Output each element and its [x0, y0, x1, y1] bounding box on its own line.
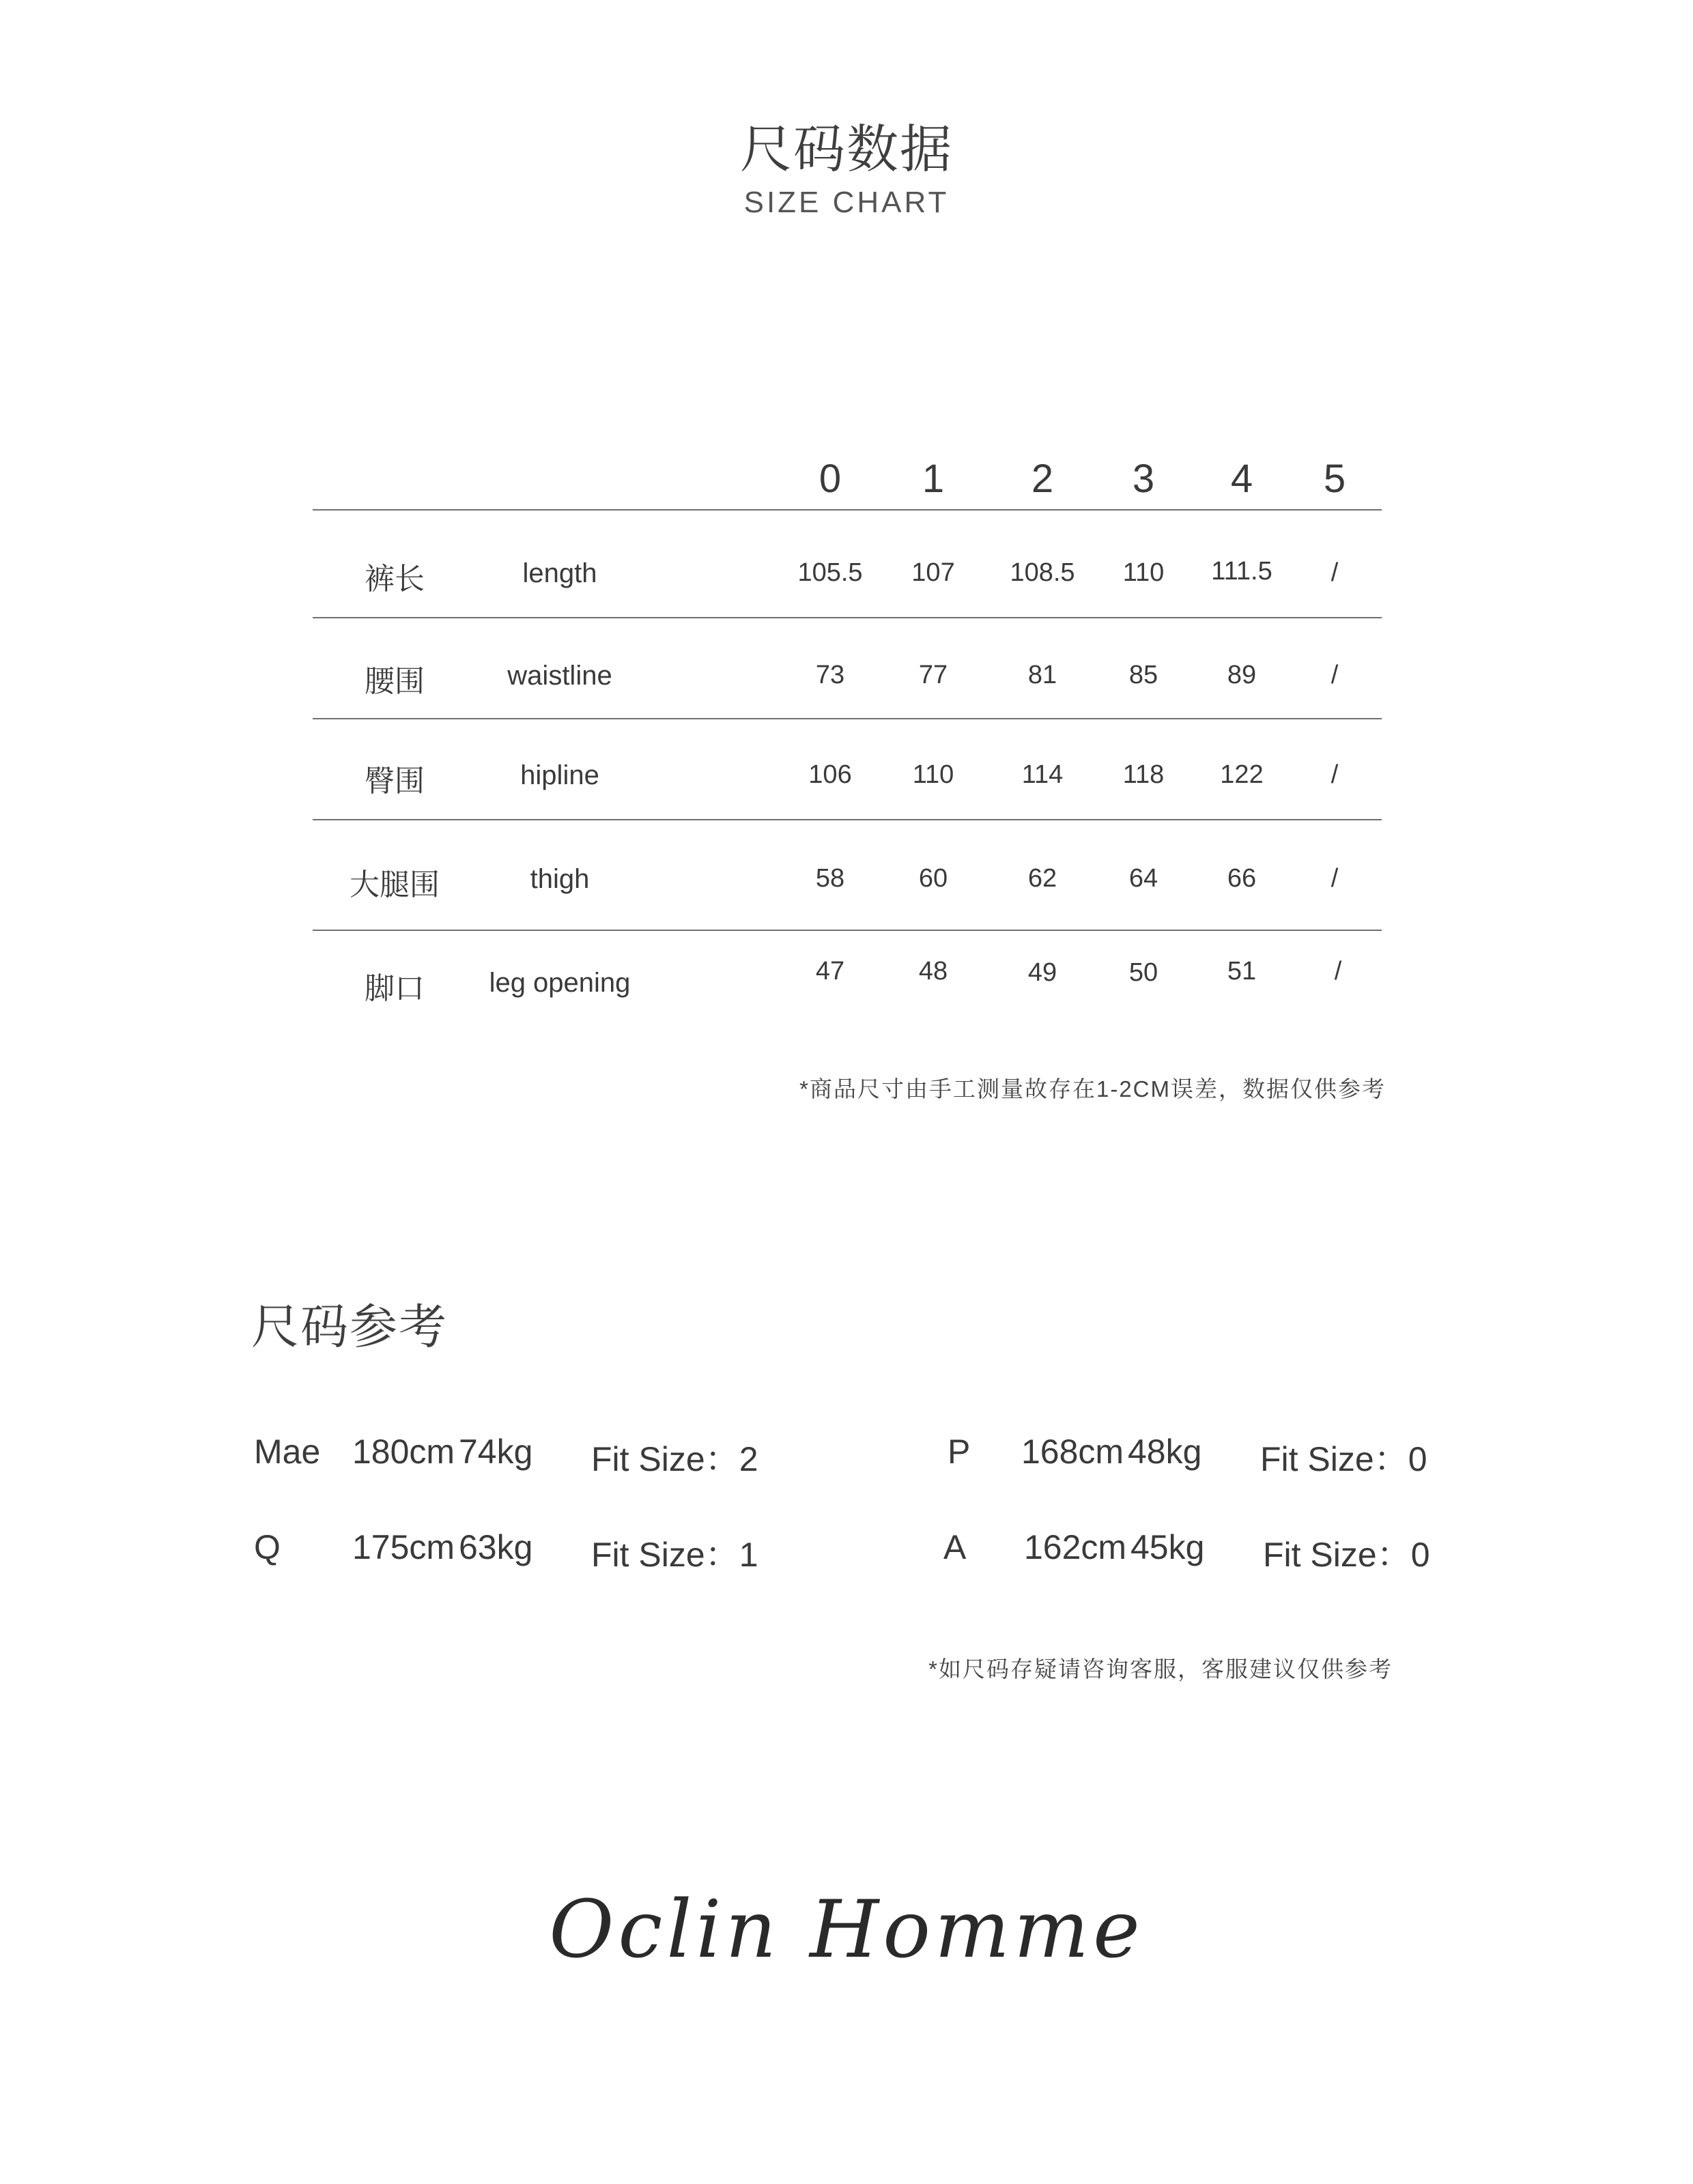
size-column-header: 1 [922, 457, 945, 501]
service-disclaimer: *如尺码存疑请咨询客服，客服建议仅供参考 [928, 1656, 1393, 1682]
table-cell: 60 [918, 864, 948, 893]
section-title: 尺码参考 [251, 1300, 448, 1353]
model-fit-size: Fit Size：1 [591, 1536, 758, 1574]
model-name: P [948, 1433, 971, 1471]
row-label-en: leg opening [489, 968, 631, 998]
table-cell: 85 [1128, 661, 1158, 689]
size-column-header: 3 [1132, 457, 1155, 501]
page-title: 尺码数据 [740, 121, 953, 179]
row-label-en: waistline [507, 661, 612, 691]
table-cell: 50 [1128, 958, 1158, 987]
row-label-en: hipline [520, 760, 599, 790]
row-label-cn: 臀围 [365, 764, 425, 798]
table-cell: 114 [1021, 760, 1064, 789]
table-cell: 108.5 [1010, 558, 1075, 587]
model-weight: 45kg [1130, 1528, 1205, 1566]
table-cell: 106 [808, 760, 852, 789]
table-cell: / [1331, 864, 1339, 893]
table-cell: 107 [911, 558, 955, 587]
model-name: Q [254, 1528, 281, 1566]
model-fit-size: Fit Size：2 [591, 1440, 758, 1478]
model-weight: 74kg [459, 1433, 533, 1471]
size-column-header: 4 [1230, 457, 1253, 501]
table-cell: 66 [1227, 864, 1257, 893]
table-cell: 77 [918, 661, 948, 689]
table-divider [313, 718, 1382, 719]
table-cell: 58 [815, 864, 845, 893]
table-cell: 47 [815, 957, 845, 986]
table-divider [313, 930, 1382, 931]
model-height: 168cm [1021, 1433, 1124, 1471]
table-cell: / [1331, 661, 1339, 689]
model-weight: 63kg [459, 1528, 533, 1566]
table-cell: 51 [1227, 957, 1257, 986]
row-label-cn: 大腿围 [350, 868, 440, 902]
table-cell: 118 [1122, 760, 1165, 789]
model-height: 162cm [1024, 1528, 1127, 1566]
table-divider [313, 617, 1382, 618]
model-fit-size: Fit Size：0 [1260, 1440, 1427, 1478]
model-height: 175cm [352, 1528, 455, 1566]
size-column-header: 0 [819, 457, 842, 501]
table-cell: / [1334, 957, 1342, 986]
row-label-cn: 脚口 [365, 972, 425, 1005]
size-column-header: 5 [1323, 457, 1346, 501]
table-cell: 110 [912, 760, 954, 789]
table-cell: 48 [918, 957, 948, 986]
model-name: Mae [254, 1433, 321, 1471]
table-cell: 81 [1027, 661, 1057, 689]
row-label-cn: 腰围 [365, 665, 425, 698]
measurement-disclaimer: *商品尺寸由手工测量故存在1-2CM误差，数据仅供参考 [799, 1076, 1386, 1102]
table-cell: / [1331, 760, 1339, 789]
table-cell: 89 [1227, 661, 1257, 689]
model-fit-size: Fit Size：0 [1263, 1536, 1430, 1574]
row-label-cn: 裤长 [365, 562, 425, 596]
row-label-en: thigh [530, 864, 590, 894]
table-divider [313, 819, 1382, 820]
table-cell: 64 [1128, 864, 1158, 893]
model-height: 180cm [352, 1433, 455, 1471]
table-cell: 62 [1027, 864, 1057, 893]
model-weight: 48kg [1128, 1433, 1202, 1471]
row-label-en: length [522, 558, 597, 588]
table-cell: 111.5 [1211, 557, 1272, 586]
table-cell: 49 [1027, 958, 1057, 987]
page-subtitle: SIZE CHART [743, 186, 950, 219]
table-cell: 105.5 [797, 558, 863, 587]
size-column-header: 2 [1031, 457, 1054, 501]
table-cell: 110 [1122, 558, 1165, 587]
model-name: A [943, 1528, 967, 1566]
table-divider [313, 509, 1382, 511]
table-cell: / [1331, 558, 1339, 587]
table-cell: 73 [815, 661, 845, 689]
table-cell: 122 [1220, 760, 1264, 789]
brand-logo: Oclin Homme [549, 1884, 1144, 1976]
